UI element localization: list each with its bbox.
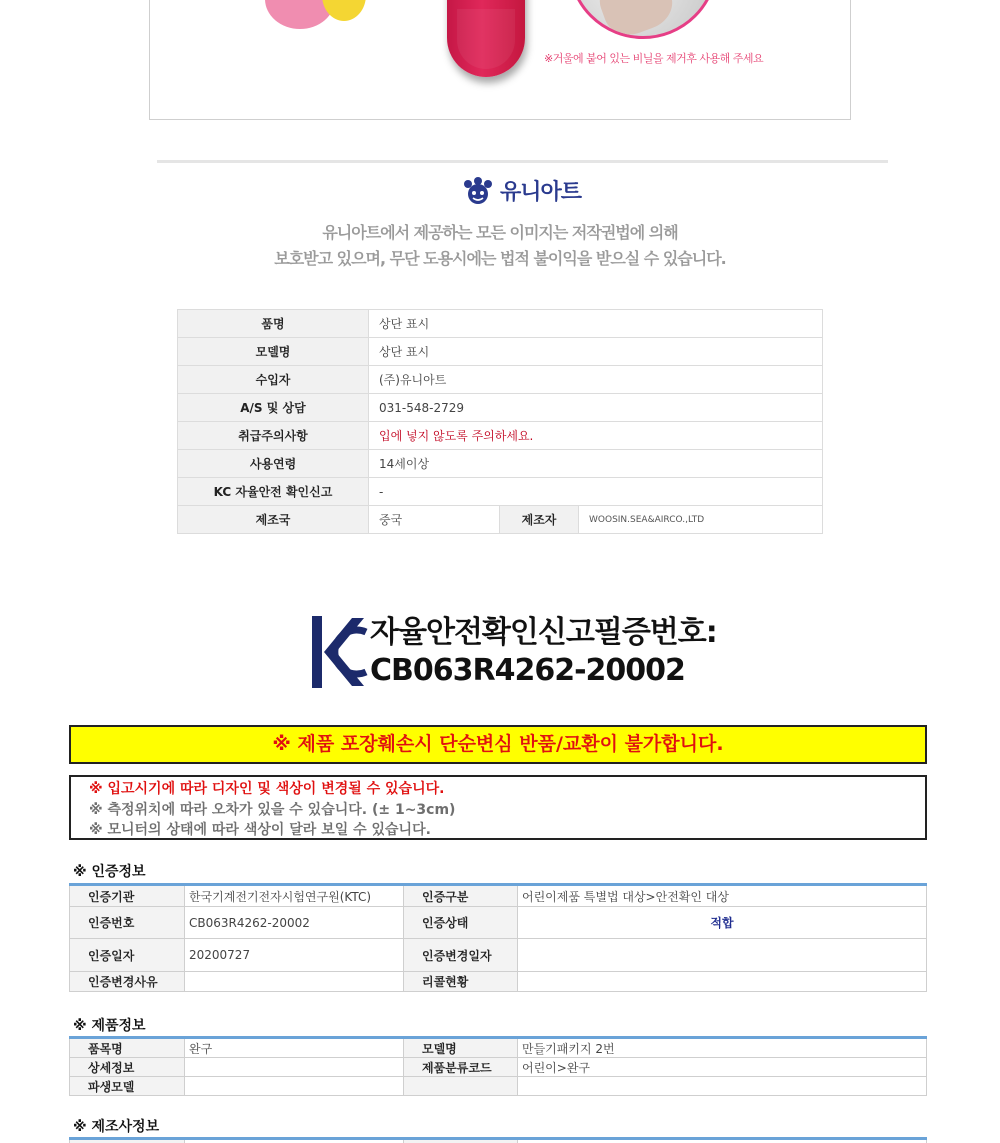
- cell-label: 품목명: [70, 1038, 185, 1058]
- cell-label: 리콜현황: [404, 972, 518, 992]
- table-row: [70, 1139, 927, 1143]
- cell-label: [70, 1139, 185, 1143]
- row-label: 제조자: [500, 506, 579, 534]
- product-info-table: [177, 309, 823, 534]
- cell-label: 인증변경일자: [404, 939, 518, 972]
- row-value: (주)유니아트: [369, 366, 823, 394]
- cell-value: [518, 972, 927, 992]
- mirror-closeup-image: [568, 0, 718, 39]
- table-row: [70, 907, 927, 939]
- cell-value: [518, 1139, 927, 1143]
- cell-value: [518, 1077, 927, 1096]
- kc-mark-icon: [310, 614, 368, 690]
- return-policy-notice: ※ 제품 포장훼손시 단순변심 반품/교환이 불가합니다.: [69, 725, 927, 764]
- cell-label: 인증기관: [70, 885, 185, 907]
- maker-info-title: ※ 제조사정보: [73, 1119, 160, 1135]
- cell-label: 인증변경사유: [70, 972, 185, 992]
- table-row: [178, 310, 823, 338]
- copyright-line-2: 보호받고 있으며, 무단 도용시에는 법적 불이익을 받으실 수 있습니다.: [274, 249, 726, 268]
- table-row: [70, 939, 927, 972]
- cert-status-value: 적합: [518, 907, 927, 939]
- section-divider: [157, 160, 888, 163]
- maker-info-table: [69, 1137, 927, 1143]
- yellow-circle-decoration: [322, 0, 366, 21]
- table-row: [178, 478, 823, 506]
- cert-info-title: ※ 인증정보: [73, 864, 146, 880]
- cell-label: 파생모델: [70, 1077, 185, 1096]
- brand-logo: [460, 175, 581, 206]
- row-label: 품명: [178, 310, 369, 338]
- row-value: 031-548-2729: [369, 394, 823, 422]
- kc-number: CB063R4262-20002: [370, 653, 685, 688]
- table-row: [178, 450, 823, 478]
- product-notice-box: [69, 775, 927, 840]
- table-row: [70, 885, 927, 907]
- cell-label: [404, 1139, 518, 1143]
- cell-value: [185, 1058, 404, 1077]
- cell-label: [404, 1077, 518, 1096]
- uniart-logo-icon: [460, 177, 496, 205]
- row-value: 14세이상: [369, 450, 823, 478]
- brand-name: 유니아트: [500, 180, 582, 205]
- cell-label: 제품분류코드: [404, 1058, 518, 1077]
- row-value: -: [369, 478, 823, 506]
- table-row: [70, 972, 927, 992]
- cell-value: [185, 1139, 404, 1143]
- cell-label: 인증일자: [70, 939, 185, 972]
- row-label: 수입자: [178, 366, 369, 394]
- cell-value: 20200727: [185, 939, 404, 972]
- table-row: [70, 1077, 927, 1096]
- copyright-notice: [0, 220, 1000, 272]
- table-row: [178, 394, 823, 422]
- cell-value: [518, 939, 927, 972]
- row-value: 상단 표시: [369, 338, 823, 366]
- kc-certification-mark: [310, 614, 717, 690]
- cell-value: [185, 972, 404, 992]
- cell-value: 어린이>완구: [518, 1058, 927, 1077]
- row-label: A/S 및 상담: [178, 394, 369, 422]
- row-label: 취급주의사항: [178, 422, 369, 450]
- cell-value: [185, 1077, 404, 1096]
- table-row: [178, 422, 823, 450]
- notice-line-design: ※ 입고시기에 따라 디자인 및 색상이 변경될 수 있습니다.: [89, 781, 445, 797]
- row-label: 모델명: [178, 338, 369, 366]
- table-row: [70, 1038, 927, 1058]
- row-value-warning: 입에 넣지 않도록 주의하세요.: [369, 422, 823, 450]
- row-label: KC 자율안전 확인신고: [178, 478, 369, 506]
- table-row: [178, 366, 823, 394]
- cell-label: 인증구분: [404, 885, 518, 907]
- row-label: 제조국: [178, 506, 369, 534]
- kc-label: 자율안전확인신고필증번호:: [370, 615, 717, 650]
- mirror-film-note: ※거울에 붙어 있는 비닐을 제거후 사용해 주세요: [544, 52, 764, 65]
- copyright-line-1: 유니아트에서 제공하는 모든 이미지는 저작권법에 의해: [322, 223, 678, 242]
- cell-label: 상세정보: [70, 1058, 185, 1077]
- product-image-fragment: [149, 0, 851, 120]
- product-detail-table: [69, 1036, 927, 1096]
- table-row: [178, 338, 823, 366]
- cell-label: 인증상태: [404, 907, 518, 939]
- cell-label: 인증번호: [70, 907, 185, 939]
- row-value: WOOSIN.SEA&AIRCO.,LTD: [579, 506, 823, 534]
- pink-slipper-image: [447, 0, 525, 77]
- cell-value: 어린이제품 특별법 대상>안전확인 대상: [518, 885, 927, 907]
- row-value: 중국: [369, 506, 500, 534]
- cell-value: 만들기패키지 2번: [518, 1038, 927, 1058]
- row-label: 사용연령: [178, 450, 369, 478]
- table-row: [70, 1058, 927, 1077]
- kc-certificate-text: [370, 614, 717, 690]
- cell-label: 모델명: [404, 1038, 518, 1058]
- cell-value: 완구: [185, 1038, 404, 1058]
- product-info-title: ※ 제품정보: [73, 1018, 146, 1034]
- table-row: [178, 506, 823, 534]
- row-value: 상단 표시: [369, 310, 823, 338]
- cell-value: CB063R4262-20002: [185, 907, 404, 939]
- notice-line-measurement: ※ 측정위치에 따라 오차가 있을 수 있습니다. (± 1~3cm): [89, 801, 456, 818]
- cell-value: 한국기계전기전자시험연구원(KTC): [185, 885, 404, 907]
- notice-line-monitor: ※ 모니터의 상태에 따라 색상이 달라 보일 수 있습니다.: [89, 822, 431, 838]
- cert-info-table: [69, 883, 927, 992]
